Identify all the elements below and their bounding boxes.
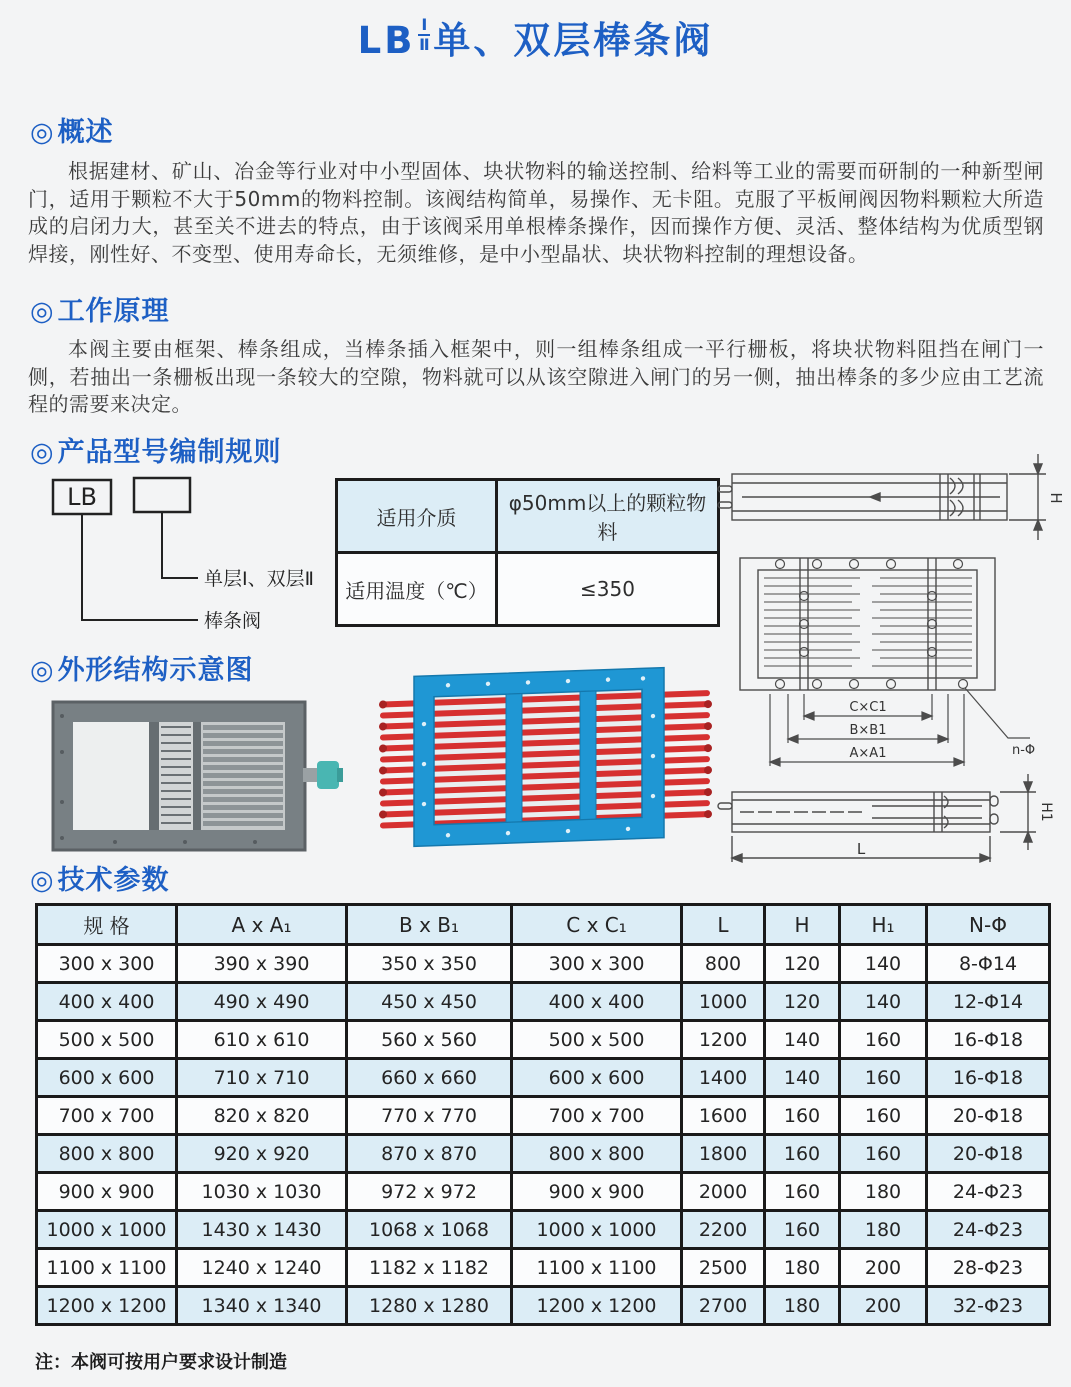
- table-cell: 200: [840, 1249, 927, 1287]
- section-heading-principle: [30, 289, 170, 328]
- photo-single-layer-valve: [45, 692, 345, 857]
- table-row: [37, 1287, 1050, 1325]
- table-cell: 2500: [682, 1249, 765, 1287]
- spec-label-temperature: 适用温度（℃）: [337, 553, 497, 626]
- table-cell: 600 x 600: [37, 1059, 177, 1097]
- spec-value-media: φ50mm以上的颗粒物料: [497, 480, 719, 553]
- photo-double-layer-valve: [368, 648, 723, 880]
- title-fraction: [418, 17, 430, 53]
- table-cell: 2200: [682, 1211, 765, 1249]
- section-heading-structure: [30, 648, 254, 687]
- table-cell: 140: [840, 983, 927, 1021]
- column-header: B x B₁: [347, 905, 512, 945]
- parameters-table-header-row: [37, 905, 1050, 945]
- table-cell: 800: [682, 945, 765, 983]
- column-header: C x C₁: [512, 905, 682, 945]
- table-cell: 350 x 350: [347, 945, 512, 983]
- title-fraction-top: Ⅰ: [418, 17, 430, 36]
- table-row: [337, 553, 719, 626]
- model-code-text: LB: [67, 483, 97, 511]
- table-cell: 390 x 390: [177, 945, 347, 983]
- table-cell: 800 x 800: [512, 1135, 682, 1173]
- column-header: L: [682, 905, 765, 945]
- table-cell: 700 x 700: [512, 1097, 682, 1135]
- table-cell: 1240 x 1240: [177, 1249, 347, 1287]
- cylinder-body: [317, 761, 339, 789]
- table-cell: 1200 x 1200: [37, 1287, 177, 1325]
- dim-label-c: C×C1: [849, 700, 887, 715]
- table-cell: 200: [840, 1287, 927, 1325]
- column-header: N-Φ: [927, 905, 1050, 945]
- table-cell: 16-Φ18: [927, 1059, 1050, 1097]
- spec-label-media: 适用介质: [337, 480, 497, 553]
- table-cell: 180: [840, 1211, 927, 1249]
- column-header: H₁: [840, 905, 927, 945]
- table-cell: 1000: [682, 983, 765, 1021]
- table-cell: 500 x 500: [512, 1021, 682, 1059]
- table-cell: 140: [765, 1059, 840, 1097]
- table-cell: 120: [765, 945, 840, 983]
- table-cell: 180: [765, 1249, 840, 1287]
- table-cell: 800 x 800: [37, 1135, 177, 1173]
- table-cell: 120: [765, 983, 840, 1021]
- table-cell: 12-Φ14: [927, 983, 1050, 1021]
- table-cell: 300 x 300: [512, 945, 682, 983]
- table-cell: 920 x 920: [177, 1135, 347, 1173]
- section-heading-model-rule-label: 产品型号编制规则: [57, 437, 282, 468]
- section-bullet-icon: ◎: [30, 117, 55, 148]
- table-cell: 8-Φ14: [927, 945, 1050, 983]
- section-bullet-icon: ◎: [30, 655, 55, 686]
- table-cell: 140: [840, 945, 927, 983]
- table-cell: 1430 x 1430: [177, 1211, 347, 1249]
- table-cell: 600 x 600: [512, 1059, 682, 1097]
- table-cell: 710 x 710: [177, 1059, 347, 1097]
- table-cell: 1182 x 1182: [347, 1249, 512, 1287]
- table-cell: 20-Φ18: [927, 1097, 1050, 1135]
- table-row: [37, 1059, 1050, 1097]
- dim-label-a: A×A1: [849, 746, 887, 761]
- table-cell: 300 x 300: [37, 945, 177, 983]
- table-row: [37, 1173, 1050, 1211]
- table-cell: 1000 x 1000: [512, 1211, 682, 1249]
- table-cell: 160: [840, 1097, 927, 1135]
- table-cell: 610 x 610: [177, 1021, 347, 1059]
- table-cell: 900 x 900: [512, 1173, 682, 1211]
- dim-label-l: L: [856, 840, 866, 858]
- section-heading-overview-label: 概述: [57, 117, 114, 148]
- parameters-table-body: [37, 945, 1050, 1325]
- spec-value-temperature: ≤350: [497, 553, 719, 626]
- technical-dimension-drawing: [712, 448, 1071, 868]
- page-title: [0, 10, 1071, 64]
- table-cell: 820 x 820: [177, 1097, 347, 1135]
- section-heading-structure-label: 外形结构示意图: [57, 655, 254, 686]
- table-cell: 560 x 560: [347, 1021, 512, 1059]
- table-cell: 28-Φ23: [927, 1249, 1050, 1287]
- table-cell: 32-Φ23: [927, 1287, 1050, 1325]
- table-cell: 870 x 870: [347, 1135, 512, 1173]
- dim-label-h: H: [1047, 492, 1065, 504]
- table-cell: 770 x 770: [347, 1097, 512, 1135]
- section-heading-principle-label: 工作原理: [57, 296, 170, 327]
- table-cell: 160: [765, 1173, 840, 1211]
- dim-label-b: B×B1: [849, 723, 887, 738]
- column-header: A x A₁: [177, 905, 347, 945]
- table-cell: 700 x 700: [37, 1097, 177, 1135]
- table-cell: 900 x 900: [37, 1173, 177, 1211]
- column-header: H: [765, 905, 840, 945]
- table-cell: 1030 x 1030: [177, 1173, 347, 1211]
- table-cell: 1100 x 1100: [512, 1249, 682, 1287]
- column-header: 规 格: [37, 905, 177, 945]
- table-row: [37, 1021, 1050, 1059]
- table-row: [37, 1211, 1050, 1249]
- table-row: [37, 945, 1050, 983]
- section-heading-model-rule: [30, 430, 282, 469]
- table-cell: 1100 x 1100: [37, 1249, 177, 1287]
- table-row: [37, 1135, 1050, 1173]
- table-cell: 180: [765, 1287, 840, 1325]
- application-spec-table: [335, 478, 720, 627]
- cylinder-cap: [337, 768, 343, 782]
- table-cell: 490 x 490: [177, 983, 347, 1021]
- table-cell: 160: [840, 1059, 927, 1097]
- table-cell: 180: [840, 1173, 927, 1211]
- table-row: [37, 983, 1050, 1021]
- section-bullet-icon: ◎: [30, 865, 55, 896]
- table-cell: 160: [765, 1135, 840, 1173]
- title-prefix: LB: [357, 19, 416, 62]
- table-cell: 660 x 660: [347, 1059, 512, 1097]
- table-cell: 1000 x 1000: [37, 1211, 177, 1249]
- table-cell: 140: [765, 1021, 840, 1059]
- table-cell: 2000: [682, 1173, 765, 1211]
- table-cell: 1400: [682, 1059, 765, 1097]
- model-layer-label: 单层Ⅰ、双层Ⅱ: [204, 568, 314, 590]
- table-cell: 24-Φ23: [927, 1211, 1050, 1249]
- table-cell: 1340 x 1340: [177, 1287, 347, 1325]
- table-cell: 972 x 972: [347, 1173, 512, 1211]
- section-bullet-icon: ◎: [30, 296, 55, 327]
- table-cell: 1800: [682, 1135, 765, 1173]
- principle-paragraph: 本阀主要由框架、棒条组成，当棒条插入框架中，则一组棒条组成一平行栅板，将块状物料阻挡在闸门一侧，若抽出一条栅板出现一条较大的空隙，物料就可以从该空隙进入闸门的另一侧，抽出棒条的多少应由工艺流程的需要来决定。: [28, 337, 1044, 416]
- table-row: [37, 1097, 1050, 1135]
- section-heading-parameters: [30, 858, 170, 897]
- table-cell: 16-Φ18: [927, 1021, 1050, 1059]
- title-suffix: 单、双层棒条阀: [433, 19, 714, 62]
- table-cell: 1068 x 1068: [347, 1211, 512, 1249]
- section-heading-overview: [30, 110, 114, 149]
- table-row: [337, 480, 719, 553]
- table-cell: 1600: [682, 1097, 765, 1135]
- model-valve-label: 棒条阀: [204, 610, 262, 632]
- section-heading-parameters-label: 技术参数: [57, 865, 170, 896]
- section-bullet-icon: ◎: [30, 437, 55, 468]
- table-cell: 160: [840, 1135, 927, 1173]
- table-cell: 20-Φ18: [927, 1135, 1050, 1173]
- table-cell: 2700: [682, 1287, 765, 1325]
- model-code-diagram: [28, 470, 348, 640]
- table-row: [37, 1249, 1050, 1287]
- cylinder-shaft: [303, 768, 319, 782]
- table-cell: 160: [840, 1021, 927, 1059]
- table-cell: 400 x 400: [512, 983, 682, 1021]
- table-cell: 500 x 500: [37, 1021, 177, 1059]
- table-cell: 1200 x 1200: [512, 1287, 682, 1325]
- table-cell: 160: [765, 1211, 840, 1249]
- dim-label-h1: H1: [1038, 802, 1054, 822]
- table-cell: 1200: [682, 1021, 765, 1059]
- dim-label-n-phi: n-Φ: [1012, 743, 1036, 758]
- table-cell: 160: [765, 1097, 840, 1135]
- overview-paragraph: 根据建材、矿山、冶金等行业对中小型固体、块状物料的输送控制、给料等工业的需要而研制的一种新型闸门，适用于颗粒不大于50mm的物料控制。该阀结构简单，易操作、无卡阻。克服了平板闸阀因物料颗粒大所造成的启闭力大，甚至关不进去的特点，由于该阀采用单根棒条操作，因而操作方便、灵活、整体结构为优质型钢焊接，刚性好、不变型、使用寿命长，无须维修，是中小型晶状、块状物料控制的理想设备。: [28, 159, 1044, 266]
- footer-note: 注：本阀可按用户要求设计制造: [35, 1352, 287, 1373]
- parameters-table: [35, 903, 1051, 1326]
- title-fraction-bottom: Ⅱ: [419, 35, 430, 54]
- table-cell: 400 x 400: [37, 983, 177, 1021]
- table-cell: 1280 x 1280: [347, 1287, 512, 1325]
- table-cell: 24-Φ23: [927, 1173, 1050, 1211]
- table-cell: 450 x 450: [347, 983, 512, 1021]
